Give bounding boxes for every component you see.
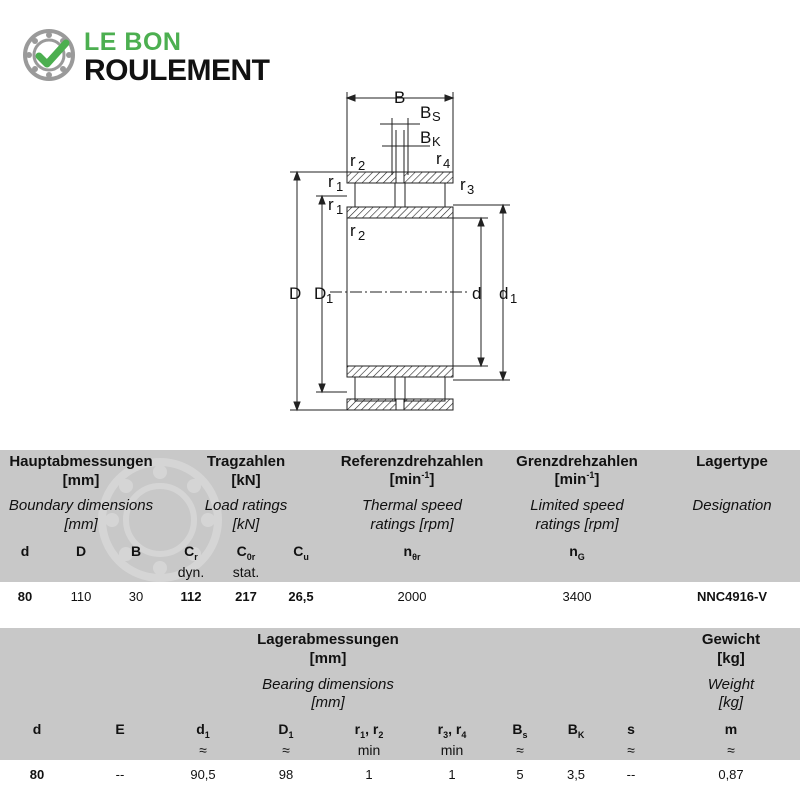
approx-s: ≈	[627, 742, 635, 758]
sym-stat: stat.	[232, 564, 260, 580]
label-Bs: B	[420, 103, 432, 122]
val2-E: --	[115, 767, 125, 782]
label-r2-top-sub: 2	[358, 158, 366, 173]
header-designation-en: Designation	[692, 497, 772, 514]
label-r3: r	[460, 175, 466, 194]
sym-Cr: $C_r$	[184, 543, 198, 562]
bearing-check-icon	[22, 28, 76, 82]
val-B: 30	[128, 589, 144, 604]
sym2-d1: $d_1$	[196, 721, 210, 740]
approx-m: ≈	[727, 742, 735, 758]
val-D: 110	[70, 589, 92, 604]
sym2-s: s	[627, 721, 635, 737]
label-D1-sub: 1	[326, 291, 334, 306]
sym2-d: d	[32, 721, 42, 737]
header-bearing-title: Lagerabmessungen	[257, 631, 399, 648]
header-lim-speed-en-unit: ratings [rpm]	[535, 516, 619, 533]
header-ref-speed-unit: $[\min^{-1}]$	[389, 470, 435, 488]
sym-d: d	[20, 543, 30, 559]
sym-n-ref: $n_{\theta r}$	[403, 543, 421, 562]
val2-Bs: 5	[516, 767, 524, 782]
val-n-lim: 3400	[562, 589, 592, 604]
val2-Bk: 3,5	[566, 767, 586, 782]
sym2-r12: $r_1$, $r_2$	[354, 721, 384, 740]
table2-header-band	[0, 628, 800, 760]
bearing-cross-section-drawing	[280, 84, 540, 424]
label-D: D	[289, 284, 302, 303]
logo-line-1: LE BON	[84, 28, 182, 56]
header-bearing-unit: [mm]	[309, 650, 347, 667]
header-weight-en: Weight	[707, 676, 755, 693]
val2-D1: 98	[278, 767, 294, 782]
val-Cu: 26,5	[288, 589, 314, 604]
sym2-r34: $r_3$, $r_4$	[437, 721, 467, 740]
label-Bk: B	[420, 128, 432, 147]
header-boundary-en: Boundary dimensions	[8, 497, 154, 514]
header-ref-speed-en: Thermal speed	[361, 497, 463, 514]
val-C0r: 217	[235, 589, 257, 604]
label-r1-top: r	[328, 172, 334, 191]
label-r4: r	[436, 149, 442, 168]
header-ref-speed-title: Referenzdrehzahlen	[340, 453, 484, 470]
val2-r12: 1	[365, 767, 373, 782]
label-d1-sub: 1	[510, 291, 518, 306]
val2-m: 0,87	[718, 767, 744, 782]
sym-D: D	[75, 543, 87, 559]
val-n-ref: 2000	[397, 589, 427, 604]
header-load-title: Tragzahlen	[206, 453, 286, 470]
header-ref-speed-en-unit: ratings [rpm]	[370, 516, 454, 533]
label-r2-inner: r	[350, 221, 356, 240]
header-lim-speed-title: Grenzdrehzahlen	[516, 453, 638, 470]
header-lim-speed-en: Limited speed	[530, 497, 624, 514]
label-r1-top-sub: 1	[336, 179, 344, 194]
sym-C0r: $C_{0r}$	[236, 543, 256, 562]
val2-r34: 1	[448, 767, 456, 782]
header-weight-unit: [kg]	[717, 650, 745, 667]
approx-d1: ≈	[199, 742, 207, 758]
label-r2-top: r	[350, 151, 356, 170]
sym2-Bs: $B_s$	[512, 721, 528, 740]
header-boundary-title: Hauptabmessungen	[9, 453, 153, 470]
sym-B: B	[130, 543, 142, 559]
brand-logo	[22, 26, 312, 86]
sym2-E: E	[115, 721, 125, 737]
label-r4-sub: 4	[443, 156, 451, 171]
bearing-watermark-icon	[95, 455, 225, 585]
label-d: d	[472, 284, 482, 303]
header-load-en: Load ratings	[204, 497, 288, 514]
label-r2-inner-sub: 2	[358, 228, 366, 243]
header-lim-speed-unit: $[\min^{-1}]$	[554, 470, 600, 488]
header-weight-title: Gewicht	[701, 631, 761, 648]
sym2-m: m	[724, 721, 738, 737]
header-load-en-unit: [kN]	[232, 516, 260, 533]
sym-n-lim: $n_G$	[569, 543, 585, 562]
header-boundary-unit: [mm]	[62, 472, 100, 489]
header-bearing-en-unit: [mm]	[311, 694, 345, 711]
header-designation-title: Lagertype	[696, 453, 768, 470]
label-Bs-sub: S	[432, 109, 441, 124]
header-bearing-en: Bearing dimensions	[262, 676, 394, 693]
min-r34: min	[440, 742, 464, 758]
val2-d: 80	[29, 767, 45, 782]
sym-dyn: dyn.	[177, 564, 205, 580]
sym-Cu: $C_u$	[293, 543, 309, 562]
logo-line-2: ROULEMENT	[84, 54, 270, 87]
label-r1-inner-sub: 1	[336, 202, 344, 217]
val2-d1: 90,5	[190, 767, 216, 782]
val-designation: NNC4916-V	[696, 589, 768, 604]
val2-s: --	[626, 767, 636, 782]
val-Cr: 112	[180, 589, 202, 604]
label-D1: D	[314, 284, 327, 303]
sym2-Bk: $B_K$	[567, 721, 585, 740]
header-load-unit: [kN]	[231, 472, 261, 489]
label-d1: d	[499, 284, 509, 303]
label-r3-sub: 3	[467, 182, 475, 197]
label-Bk-sub: K	[432, 134, 441, 149]
val-d: 80	[17, 589, 33, 604]
min-r12: min	[357, 742, 381, 758]
approx-Bs: ≈	[516, 742, 524, 758]
label-r1-inner: r	[328, 195, 334, 214]
header-boundary-en-unit: [mm]	[64, 516, 98, 533]
approx-D1: ≈	[282, 742, 290, 758]
label-B: B	[394, 88, 406, 107]
header-weight-en-unit: [kg]	[718, 694, 744, 711]
sym2-D1: $D_1$	[278, 721, 294, 740]
